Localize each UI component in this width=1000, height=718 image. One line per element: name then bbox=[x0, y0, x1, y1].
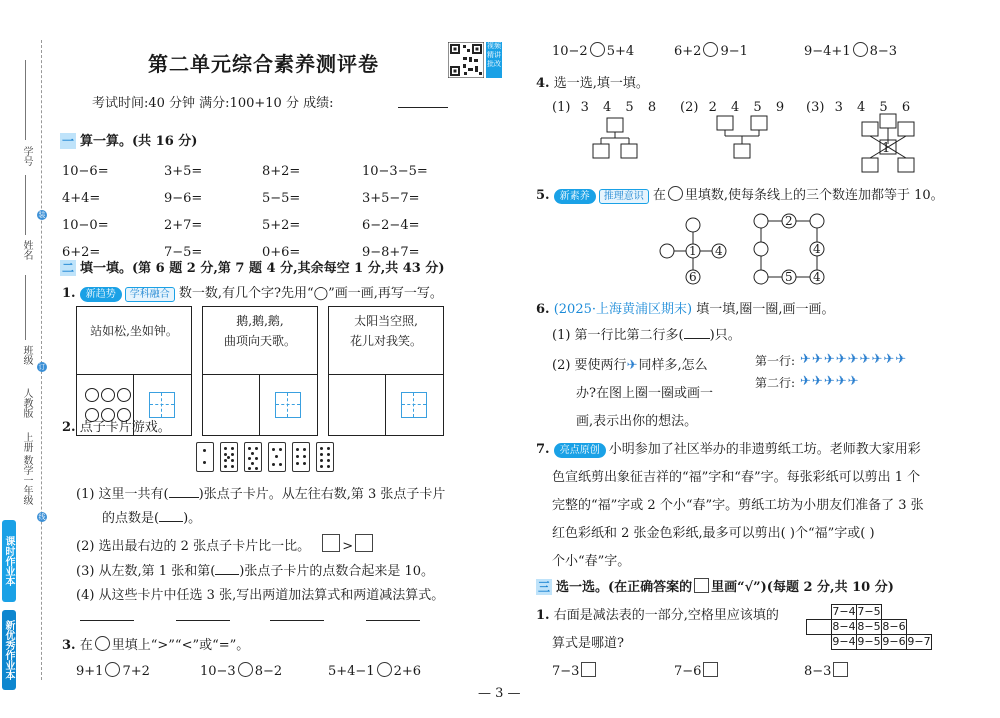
question-2 bbox=[62, 416, 171, 435]
tree-diagram-1 bbox=[590, 116, 640, 160]
table-cell: 9−7 bbox=[907, 635, 931, 648]
cross-bottom-value: 6 bbox=[689, 270, 697, 284]
cross-right-value: 4 bbox=[715, 244, 723, 258]
question-tag: 亮点原创 bbox=[554, 443, 606, 458]
question-text: 填一填,圈一圈,画一画。 bbox=[696, 302, 835, 317]
compare-circle[interactable] bbox=[590, 42, 605, 57]
answer-line[interactable] bbox=[176, 620, 230, 621]
question-number: 5. bbox=[536, 188, 550, 203]
compare-item bbox=[674, 42, 748, 59]
table-cell: 8−6 bbox=[882, 620, 906, 633]
compare-left: 10−2 bbox=[552, 44, 588, 59]
calc-item[interactable]: 5+2= bbox=[262, 218, 301, 233]
q2-text: (2) 选出最右边的 2 张点子卡片比一比。 bbox=[76, 539, 311, 554]
calc-item[interactable]: 4+4= bbox=[62, 191, 101, 206]
book-volume: 上册 bbox=[21, 432, 32, 452]
q2-part-4 bbox=[76, 584, 444, 603]
calc-item[interactable]: 3+5= bbox=[164, 164, 203, 179]
table-row bbox=[807, 605, 932, 620]
s3-question-1-cont: 算式是哪道? bbox=[552, 636, 624, 651]
page-title: 第二单元综合素养测评卷 bbox=[148, 52, 379, 76]
compare-circle[interactable] bbox=[238, 662, 253, 677]
page-number: — 3 — bbox=[478, 686, 521, 701]
subtraction-table bbox=[806, 604, 932, 650]
table-row bbox=[807, 635, 932, 650]
question-text: 在 bbox=[652, 188, 666, 203]
q6-text: )只。 bbox=[709, 328, 741, 343]
compare-right: 2+6 bbox=[393, 664, 422, 679]
paper-crane-icon[interactable]: ✈ bbox=[871, 352, 883, 367]
table-cell bbox=[882, 605, 907, 620]
binding-dot: 线 bbox=[38, 513, 46, 521]
qr-code-icon bbox=[448, 42, 484, 78]
paper-crane-icon[interactable]: ✈ bbox=[835, 374, 847, 389]
q7-line: 个小“春”字。 bbox=[552, 554, 631, 569]
question-7 bbox=[536, 438, 921, 458]
q6-text: (1) 第一行比第二行多( bbox=[552, 328, 684, 343]
paper-crane-icon[interactable]: ✈ bbox=[859, 352, 871, 367]
option-b bbox=[674, 662, 720, 679]
book-grade: 数学一年级 bbox=[21, 455, 32, 505]
student-id-label: 学号 bbox=[21, 146, 32, 166]
q2-text: (1) 这里一共有( bbox=[76, 487, 169, 502]
compare-item bbox=[804, 42, 897, 59]
s3-question-1 bbox=[536, 604, 779, 623]
qr-caption: 视频精讲批改 bbox=[486, 42, 502, 78]
question-4 bbox=[536, 72, 649, 91]
choice-number: 4 bbox=[730, 100, 740, 115]
circle-placeholder bbox=[668, 186, 683, 201]
q7-line: 色宣纸剪出象征吉祥的“福”字和“春”字。每张彩纸可以剪出 1 个 bbox=[552, 470, 921, 485]
question-tag-2: 学科融合 bbox=[125, 287, 175, 302]
q2-text: 的点数是( bbox=[102, 511, 160, 526]
brand-logo: 新优秀作业本 bbox=[2, 610, 16, 690]
q7-line: 完整的“福”字或 2 个小“春”字。剪纸工坊为小朋友们准备了 3 张 bbox=[552, 498, 924, 513]
choice-number: 6 bbox=[901, 100, 911, 115]
question-tag: 新素养 bbox=[554, 189, 596, 204]
checkbox-placeholder bbox=[694, 578, 709, 593]
answer-line[interactable] bbox=[80, 620, 134, 621]
question-number: 2. bbox=[62, 420, 76, 435]
paper-crane-icon[interactable]: ✈ bbox=[800, 374, 811, 389]
option-a bbox=[552, 662, 598, 679]
table-cell: 9−4 bbox=[832, 635, 856, 648]
question-text: 里填上“>”“<”或“=”。 bbox=[111, 638, 250, 653]
tree-diagram-2 bbox=[714, 114, 770, 160]
question-number: 6. bbox=[536, 302, 550, 317]
q6-part-2-line3: 画,表示出你的想法。 bbox=[576, 414, 698, 429]
dot-card bbox=[292, 442, 310, 472]
section-number: 二 bbox=[61, 261, 74, 275]
dot-card bbox=[220, 442, 238, 472]
class-line bbox=[25, 275, 26, 340]
choice-number: 3 bbox=[834, 100, 843, 115]
answer-box[interactable] bbox=[355, 534, 373, 552]
answer-line[interactable] bbox=[270, 620, 324, 621]
table-cell: 9−5 bbox=[857, 635, 881, 648]
question-number: 1. bbox=[536, 608, 550, 623]
circle-drawing-area[interactable] bbox=[329, 375, 386, 435]
option-checkbox[interactable] bbox=[833, 662, 848, 677]
choice-number: 5 bbox=[625, 100, 634, 115]
group-label: (1) bbox=[552, 100, 571, 115]
score-blank[interactable] bbox=[398, 107, 448, 108]
square-top-value: 2 bbox=[785, 214, 793, 228]
choice-number: 8 bbox=[647, 100, 657, 115]
calc-item[interactable]: 10−6= bbox=[62, 164, 109, 179]
drawn-circle bbox=[101, 388, 115, 402]
paper-crane-icon[interactable]: ✈ bbox=[847, 352, 859, 367]
student-id-line bbox=[25, 60, 26, 140]
question-text: 里填数,使每条线上的三个数连加都等于 10。 bbox=[684, 188, 944, 203]
compare-left: 5+4−1 bbox=[328, 664, 375, 679]
answer-blank[interactable] bbox=[159, 521, 183, 522]
paper-crane-icon[interactable]: ✈ bbox=[895, 352, 907, 367]
choice-number: 4 bbox=[602, 100, 612, 115]
question-tag: 新趋势 bbox=[80, 287, 122, 302]
answer-blank[interactable] bbox=[684, 338, 710, 339]
table-cell bbox=[907, 605, 932, 620]
q4-group-1-label bbox=[552, 100, 656, 115]
poem-line: 花儿对我笑。 bbox=[349, 334, 422, 348]
table-cell: 7−4 bbox=[832, 605, 856, 618]
calc-item[interactable]: 2+7= bbox=[164, 218, 203, 233]
table-cell: 7−5 bbox=[857, 605, 881, 618]
option-checkbox[interactable] bbox=[703, 662, 718, 677]
table-cell: 8−5 bbox=[857, 620, 881, 633]
q6-text: (2) 要使两行 bbox=[552, 358, 627, 373]
table-cell: 8−4 bbox=[832, 620, 856, 633]
q2-part-3 bbox=[76, 560, 434, 579]
poem-card-2 bbox=[202, 306, 318, 436]
square-bottomright-value: 4 bbox=[813, 270, 821, 284]
option-text: 7−3 bbox=[552, 664, 580, 679]
binding-line bbox=[41, 40, 42, 680]
dot-cards bbox=[196, 442, 346, 476]
question-number: 1. bbox=[62, 286, 76, 301]
poem-card-3 bbox=[328, 306, 444, 436]
writing-grid-box[interactable] bbox=[401, 392, 427, 418]
group-label: (3) bbox=[806, 100, 825, 115]
compare-right: 5+4 bbox=[606, 44, 635, 59]
crane-row-1 bbox=[800, 348, 907, 367]
q2-text: )张点子卡片。从左往右数,第 3 张点子卡片 bbox=[198, 487, 446, 502]
compare-left: 9+1 bbox=[76, 664, 104, 679]
q2-text: (3) 从左数,第 1 张和第( bbox=[76, 564, 216, 579]
question-tag-2: 推理意识 bbox=[599, 189, 649, 204]
dot-card bbox=[196, 442, 214, 472]
q2-part-2 bbox=[76, 534, 375, 554]
answer-line[interactable] bbox=[366, 620, 420, 621]
poem-line: 曲项向天歌。 bbox=[223, 334, 296, 348]
q6-part-1 bbox=[552, 324, 741, 343]
paper-crane-icon[interactable]: ✈ bbox=[823, 374, 835, 389]
writing-grid-box[interactable] bbox=[149, 392, 175, 418]
q2-text: )。 bbox=[183, 511, 202, 526]
calc-item[interactable]: 8+2= bbox=[262, 164, 301, 179]
option-c bbox=[804, 662, 850, 679]
question-text: 数一数,有几个字?先用“◯”画一画,再写一写。 bbox=[178, 286, 443, 301]
poem-line: 太阳当空照, bbox=[354, 314, 418, 328]
compare-sign: > bbox=[342, 539, 354, 554]
book-publisher: 人教版 bbox=[21, 388, 32, 418]
question-text: 右面是减法表的一部分,空格里应该填的 bbox=[553, 608, 779, 623]
question-3 bbox=[62, 634, 249, 653]
compare-item bbox=[328, 662, 421, 679]
section-number: 一 bbox=[61, 134, 74, 148]
answer-blank[interactable] bbox=[169, 497, 199, 498]
row-1-label: 第一行: bbox=[755, 354, 796, 368]
option-checkbox[interactable] bbox=[581, 662, 596, 677]
paper-crane-icon[interactable]: ✈ bbox=[847, 374, 859, 389]
choice-number: 9 bbox=[775, 100, 785, 115]
question-number: 4. bbox=[536, 76, 550, 91]
compare-right: 7+2 bbox=[122, 664, 150, 679]
writing-grid-box[interactable] bbox=[275, 392, 301, 418]
q6-part-2 bbox=[552, 354, 708, 373]
q6-text: 同样多,怎么 bbox=[638, 358, 708, 373]
option-text: 8−3 bbox=[804, 664, 832, 679]
question-source: (2025·上海黄浦区期末) bbox=[553, 302, 693, 317]
paper-crane-icon[interactable]: ✈ bbox=[811, 352, 823, 367]
dot-card bbox=[316, 442, 334, 472]
name-line bbox=[25, 175, 26, 235]
circle-placeholder bbox=[95, 636, 110, 651]
dot-card bbox=[268, 442, 286, 472]
question-text: 在 bbox=[79, 638, 93, 653]
paper-crane-icon[interactable]: ✈ bbox=[800, 352, 811, 367]
poem-line: 站如松,坐如钟。 bbox=[90, 324, 178, 338]
answer-blank[interactable] bbox=[215, 574, 239, 575]
poem-answer-area bbox=[203, 374, 317, 435]
paper-crane-icon[interactable]: ✈ bbox=[883, 352, 895, 367]
compare-left: 9−4+1 bbox=[804, 44, 851, 59]
question-5 bbox=[536, 184, 944, 204]
section-title: 填一填。(第 6 题 2 分,第 7 题 4 分,其余每空 1 分,共 43 分) bbox=[80, 261, 445, 276]
section-2-header bbox=[60, 257, 445, 276]
compare-circle[interactable] bbox=[377, 662, 392, 677]
compare-item bbox=[552, 42, 634, 59]
compare-item bbox=[200, 662, 282, 679]
q2-part-1-cont bbox=[102, 507, 201, 526]
option-text: 7−6 bbox=[674, 664, 702, 679]
paper-crane-icon[interactable]: ✈ bbox=[823, 352, 835, 367]
calc-item[interactable]: 10−0= bbox=[62, 218, 109, 233]
question-text: 小明参加了社区举办的非遗剪纸工坊。老师教大家用彩 bbox=[608, 442, 921, 457]
name-label: 姓名 bbox=[21, 240, 32, 260]
choice-number: 5 bbox=[879, 100, 888, 115]
calc-item[interactable]: 10−3−5= bbox=[362, 164, 428, 179]
section-title: 选一选。(在正确答案的 bbox=[556, 580, 693, 595]
tree-3-given: 1 bbox=[882, 141, 891, 156]
answer-box[interactable] bbox=[322, 534, 340, 552]
calc-item[interactable]: 3+5−7= bbox=[362, 191, 420, 206]
question-text: 选一选,填一填。 bbox=[553, 76, 649, 91]
q7-line: 红色彩纸和 2 张金色彩纸,最多可以剪出( )个“福”字或( ) bbox=[552, 526, 875, 541]
q4-group-2-label bbox=[680, 100, 784, 115]
class-label: 班级 bbox=[21, 345, 32, 365]
compare-right: 8−2 bbox=[254, 664, 283, 679]
choice-number: 2 bbox=[708, 100, 717, 115]
compare-circle[interactable] bbox=[853, 42, 868, 57]
paper-crane-icon[interactable]: ✈ bbox=[811, 374, 823, 389]
question-1 bbox=[62, 282, 443, 302]
circle-drawing-area[interactable] bbox=[203, 375, 260, 435]
drawn-circle bbox=[85, 388, 99, 402]
paper-crane-icon: ✈ bbox=[626, 358, 638, 373]
brand-bar: 课时作业本 bbox=[2, 520, 16, 602]
q2-part-1 bbox=[76, 483, 445, 502]
compare-item bbox=[76, 662, 150, 679]
question-number: 7. bbox=[536, 442, 550, 457]
section-3-header bbox=[536, 576, 894, 595]
exam-info: 考试时间:40 分钟 满分:100+10 分 成绩: bbox=[92, 96, 334, 111]
calc-item[interactable]: 5−5= bbox=[262, 191, 301, 206]
calc-item[interactable]: 9−6= bbox=[164, 191, 203, 206]
table-row bbox=[807, 620, 932, 635]
group-label: (2) bbox=[680, 100, 699, 115]
paper-crane-icon[interactable]: ✈ bbox=[835, 352, 847, 367]
poem-line: 鹅,鹅,鹅, bbox=[236, 314, 284, 328]
compare-left: 6+2 bbox=[674, 44, 702, 59]
row-2-label: 第二行: bbox=[755, 376, 796, 390]
question-number: 3. bbox=[62, 638, 76, 653]
question-text: 点子卡片游戏。 bbox=[79, 420, 171, 435]
section-title: 里画“√”)(每题 2 分,共 10 分) bbox=[711, 580, 894, 595]
drawn-circle bbox=[117, 388, 131, 402]
compare-circle[interactable] bbox=[703, 42, 718, 57]
choice-number: 5 bbox=[753, 100, 762, 115]
square-right-value: 4 bbox=[813, 242, 821, 256]
cross-center-value: 1 bbox=[689, 244, 697, 258]
calc-item[interactable]: 7−5= bbox=[164, 245, 203, 260]
calc-item[interactable]: 6+2= bbox=[62, 245, 101, 260]
table-cell bbox=[807, 605, 832, 620]
compare-left: 10−3 bbox=[200, 664, 236, 679]
q2-text: (4) 从这些卡片中任选 3 张,写出两道加法算式和两道减法算式。 bbox=[76, 588, 445, 603]
table-cell: 9−6 bbox=[882, 635, 906, 648]
poem-answer-area bbox=[329, 374, 443, 435]
choice-number: 3 bbox=[580, 100, 589, 115]
calc-item[interactable]: 9−8+7= bbox=[362, 245, 420, 260]
binding-sidebar bbox=[0, 0, 48, 718]
section-1-header bbox=[60, 130, 197, 149]
table-cell bbox=[807, 635, 832, 650]
section-number: 三 bbox=[537, 580, 550, 594]
compare-right: 8−3 bbox=[869, 44, 898, 59]
binding-dot: 装 bbox=[38, 211, 46, 219]
calc-item[interactable]: 0+6= bbox=[262, 245, 301, 260]
table-cell-blank[interactable] bbox=[807, 620, 832, 635]
q6-part-2-line2: 办?在图上圈一圈或画一 bbox=[576, 386, 713, 401]
compare-circle[interactable] bbox=[105, 662, 120, 677]
dot-card bbox=[244, 442, 262, 472]
binding-dot: 订 bbox=[38, 363, 46, 371]
table-cell bbox=[907, 620, 932, 635]
section-title: 算一算。(共 16 分) bbox=[80, 134, 198, 149]
choice-number: 4 bbox=[856, 100, 866, 115]
question-6 bbox=[536, 298, 835, 317]
calc-item[interactable]: 6−2−4= bbox=[362, 218, 420, 233]
square-bottom-value: 5 bbox=[785, 270, 793, 284]
crane-row-2 bbox=[800, 370, 860, 389]
q2-text: )张点子卡片的点数合起来是 10。 bbox=[239, 564, 435, 579]
compare-right: 9−1 bbox=[720, 44, 748, 59]
